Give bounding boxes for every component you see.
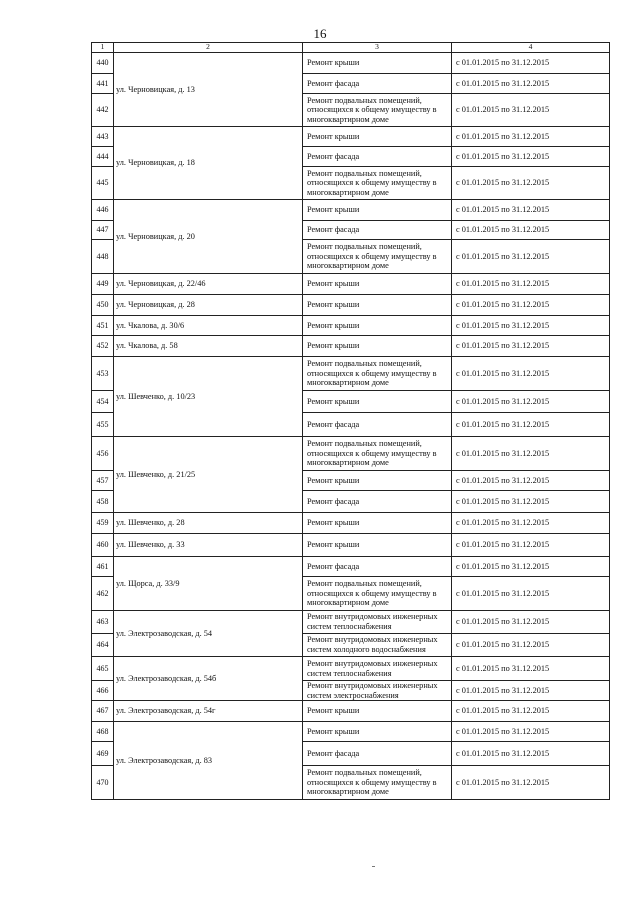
building-address: ул. Электрозаводская, д. 54г: [114, 701, 303, 722]
table-row: [92, 357, 610, 391]
work-period: с 01.01.2015 по 31.12.2015: [452, 240, 610, 274]
building-address: ул. Щорса, д. 33/9: [114, 557, 303, 611]
work-type: Ремонт крыши: [303, 701, 452, 722]
work-period: с 01.01.2015 по 31.12.2015: [452, 295, 610, 316]
building-address: ул. Шевченко, д. 33: [114, 534, 303, 557]
row-number: 455: [92, 413, 114, 437]
row-number: 463: [92, 611, 114, 634]
row-number: 456: [92, 437, 114, 471]
work-period: с 01.01.2015 по 31.12.2015: [452, 53, 610, 74]
building-address: ул. Чкалова, д. 30/6: [114, 316, 303, 336]
work-type: Ремонт крыши: [303, 295, 452, 316]
work-period: с 01.01.2015 по 31.12.2015: [452, 701, 610, 722]
table-row: [92, 534, 610, 557]
work-period: с 01.01.2015 по 31.12.2015: [452, 681, 610, 701]
row-number: 470: [92, 766, 114, 800]
table-row: [92, 722, 610, 742]
work-period: с 01.01.2015 по 31.12.2015: [452, 274, 610, 295]
header-col-3: 3: [303, 43, 452, 53]
table-row: [92, 53, 610, 74]
work-period: с 01.01.2015 по 31.12.2015: [452, 657, 610, 681]
row-number: 449: [92, 274, 114, 295]
work-period: с 01.01.2015 по 31.12.2015: [452, 127, 610, 147]
work-period: с 01.01.2015 по 31.12.2015: [452, 491, 610, 513]
row-number: 446: [92, 200, 114, 221]
page-number: 16: [313, 26, 327, 41]
repair-schedule-table: [91, 42, 610, 800]
row-number: 445: [92, 167, 114, 200]
work-period: с 01.01.2015 по 31.12.2015: [452, 147, 610, 167]
work-period: с 01.01.2015 по 31.12.2015: [452, 577, 610, 611]
table-row: [92, 316, 610, 336]
row-number: 451: [92, 316, 114, 336]
work-type: Ремонт крыши: [303, 200, 452, 221]
work-period: с 01.01.2015 по 31.12.2015: [452, 557, 610, 577]
row-number: 459: [92, 513, 114, 534]
row-number: 448: [92, 240, 114, 274]
column-number-header: [92, 43, 610, 53]
building-address: ул. Электрозаводская, д. 54: [114, 611, 303, 657]
work-type: Ремонт крыши: [303, 127, 452, 147]
work-type: Ремонт крыши: [303, 471, 452, 491]
work-type: Ремонт внутридомовых инженерных систем холодного водоснабжения: [303, 634, 452, 657]
work-period: с 01.01.2015 по 31.12.2015: [452, 513, 610, 534]
work-type: Ремонт крыши: [303, 316, 452, 336]
scan-mark: [372, 866, 375, 867]
work-type: Ремонт фасада: [303, 742, 452, 766]
building-address: ул. Черновицкая, д. 13: [114, 53, 303, 127]
work-type: Ремонт подвальных помещений, относящихся к общему имуществу в многоквартирном доме: [303, 766, 452, 800]
row-number: 461: [92, 557, 114, 577]
work-type: Ремонт подвальных помещений, относящихся к общему имуществу в многоквартирном доме: [303, 357, 452, 391]
building-address: ул. Черновицкая, д. 18: [114, 127, 303, 200]
work-period: с 01.01.2015 по 31.12.2015: [452, 94, 610, 127]
work-period: с 01.01.2015 по 31.12.2015: [452, 413, 610, 437]
table-row: [92, 557, 610, 577]
work-type: Ремонт подвальных помещений, относящихся к общему имуществу в многоквартирном доме: [303, 240, 452, 274]
row-number: 464: [92, 634, 114, 657]
work-type: Ремонт подвальных помещений, относящихся к общему имуществу в многоквартирном доме: [303, 437, 452, 471]
table-row: [92, 200, 610, 221]
table-row: [92, 701, 610, 722]
building-address: ул. Черновицкая, д. 28: [114, 295, 303, 316]
work-type: Ремонт крыши: [303, 722, 452, 742]
building-address: ул. Чкалова, д. 58: [114, 336, 303, 357]
work-period: с 01.01.2015 по 31.12.2015: [452, 634, 610, 657]
work-period: с 01.01.2015 по 31.12.2015: [452, 74, 610, 94]
table-row: [92, 437, 610, 471]
building-address: ул. Черновицкая, д. 22/46: [114, 274, 303, 295]
building-address: ул. Шевченко, д. 10/23: [114, 357, 303, 437]
work-type: Ремонт фасада: [303, 491, 452, 513]
row-number: 458: [92, 491, 114, 513]
building-address: ул. Черновицкая, д. 20: [114, 200, 303, 274]
work-type: Ремонт крыши: [303, 391, 452, 413]
work-type: Ремонт фасада: [303, 74, 452, 94]
work-type: Ремонт подвальных помещений, относящихся к общему имуществу в многоквартирном доме: [303, 577, 452, 611]
work-type: Ремонт крыши: [303, 534, 452, 557]
work-period: с 01.01.2015 по 31.12.2015: [452, 221, 610, 240]
table-row: [92, 336, 610, 357]
work-period: с 01.01.2015 по 31.12.2015: [452, 167, 610, 200]
work-type: Ремонт подвальных помещений, относящихся к общему имуществу в многоквартирном доме: [303, 167, 452, 200]
row-number: 468: [92, 722, 114, 742]
work-type: Ремонт внутридомовых инженерных систем электроснабжения: [303, 681, 452, 701]
work-type: Ремонт подвальных помещений, относящихся к общему имуществу в многоквартирном доме: [303, 94, 452, 127]
building-address: ул. Электрозаводская, д. 83: [114, 722, 303, 800]
work-period: с 01.01.2015 по 31.12.2015: [452, 611, 610, 634]
table-row: [92, 657, 610, 681]
building-address: ул. Шевченко, д. 21/25: [114, 437, 303, 513]
work-period: с 01.01.2015 по 31.12.2015: [452, 200, 610, 221]
work-period: с 01.01.2015 по 31.12.2015: [452, 316, 610, 336]
building-address: ул. Шевченко, д. 28: [114, 513, 303, 534]
row-number: 453: [92, 357, 114, 391]
header-col-4: 4: [452, 43, 610, 53]
row-number: 441: [92, 74, 114, 94]
row-number: 466: [92, 681, 114, 701]
work-period: с 01.01.2015 по 31.12.2015: [452, 437, 610, 471]
row-number: 443: [92, 127, 114, 147]
work-period: с 01.01.2015 по 31.12.2015: [452, 357, 610, 391]
building-address: ул. Электрозаводская, д. 54б: [114, 657, 303, 701]
row-number: 469: [92, 742, 114, 766]
table-row: [92, 274, 610, 295]
row-number: 454: [92, 391, 114, 413]
row-number: 444: [92, 147, 114, 167]
table-row: [92, 295, 610, 316]
row-number: 447: [92, 221, 114, 240]
table-row: [92, 513, 610, 534]
row-number: 465: [92, 657, 114, 681]
row-number: 440: [92, 53, 114, 74]
row-number: 462: [92, 577, 114, 611]
work-type: Ремонт крыши: [303, 513, 452, 534]
work-period: с 01.01.2015 по 31.12.2015: [452, 471, 610, 491]
work-period: с 01.01.2015 по 31.12.2015: [452, 391, 610, 413]
row-number: 452: [92, 336, 114, 357]
work-type: Ремонт фасада: [303, 221, 452, 240]
work-period: с 01.01.2015 по 31.12.2015: [452, 534, 610, 557]
table-body: [92, 43, 610, 800]
work-type: Ремонт фасада: [303, 557, 452, 577]
work-type: Ремонт фасада: [303, 413, 452, 437]
work-type: Ремонт крыши: [303, 336, 452, 357]
header-col-2: 2: [114, 43, 303, 53]
row-number: 450: [92, 295, 114, 316]
work-type: Ремонт крыши: [303, 53, 452, 74]
work-period: с 01.01.2015 по 31.12.2015: [452, 742, 610, 766]
table-row: [92, 127, 610, 147]
work-period: с 01.01.2015 по 31.12.2015: [452, 336, 610, 357]
table-row: [92, 611, 610, 634]
work-type: Ремонт крыши: [303, 274, 452, 295]
work-type: Ремонт внутридомовых инженерных систем теплоснабжения: [303, 657, 452, 681]
work-period: с 01.01.2015 по 31.12.2015: [452, 766, 610, 800]
work-type: Ремонт фасада: [303, 147, 452, 167]
row-number: 467: [92, 701, 114, 722]
header-col-1: 1: [92, 43, 114, 53]
work-period: с 01.01.2015 по 31.12.2015: [452, 722, 610, 742]
work-type: Ремонт внутридомовых инженерных систем теплоснабжения: [303, 611, 452, 634]
row-number: 460: [92, 534, 114, 557]
row-number: 457: [92, 471, 114, 491]
row-number: 442: [92, 94, 114, 127]
